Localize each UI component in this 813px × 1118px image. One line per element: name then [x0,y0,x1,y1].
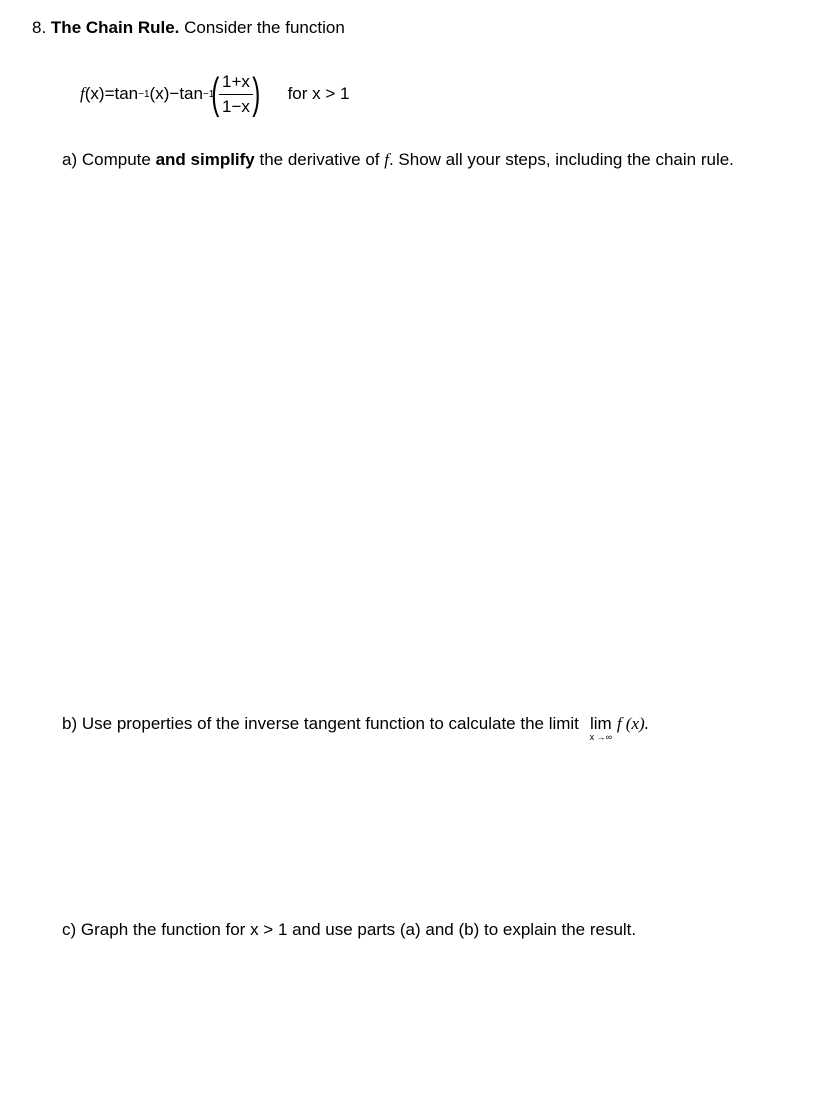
answer-space-a[interactable] [62,185,783,695]
fraction-denominator: 1−x [222,96,250,116]
part-a-text2: the derivative of [259,150,380,169]
eq-inv-exp-1: −1 [138,88,150,100]
answer-space-c[interactable] [62,955,783,1105]
eq-lhs-arg: (x) [84,84,105,103]
eq-equals: = [104,84,115,103]
part-b [62,714,649,742]
question-heading [32,18,345,38]
part-a-text1: Compute [81,150,151,169]
condition: x > 1 [312,84,350,103]
eq-tan1-arg: (x) [149,84,170,103]
part-c-label: c) [62,920,77,939]
part-a-label: a) [62,150,78,169]
right-paren: ) [252,69,261,118]
function-equation [80,64,349,124]
part-c-text2: and use parts (a) and (b) to explain the result. [292,920,637,939]
part-a-text3: . Show all your steps, including the chain rule. [388,150,734,169]
part-c-condition: x > 1 [250,920,288,939]
question-intro: Consider the function [184,18,345,37]
eq-f: f [80,84,85,103]
limit-f: f (x). [616,714,649,733]
part-b-text: Use properties of the inverse tangent function to calculate the limit [81,714,579,733]
answer-space-b[interactable] [62,760,783,900]
part-b-label: b) [62,714,78,733]
limit-lim: lim [590,714,612,733]
eq-tan2: tan [179,84,203,103]
question-number: 8. [32,18,47,37]
condition-prefix: for [287,84,308,103]
limit-expression [590,714,612,742]
left-paren: ( [211,69,220,118]
question-title: The Chain Rule. [50,18,180,37]
fraction [219,72,253,117]
part-a [62,150,734,170]
eq-tan1: tan [114,84,139,103]
part-a-f: f [384,150,389,169]
part-c [62,920,636,940]
part-a-bold: and simplify [155,150,255,169]
eq-inv-exp-2: −1 [202,88,215,100]
limit-subscript: x →∞ [589,732,613,742]
eq-minus: − [169,84,180,103]
fraction-numerator: 1+x [219,72,253,95]
part-c-text1: Graph the function for [80,920,246,939]
